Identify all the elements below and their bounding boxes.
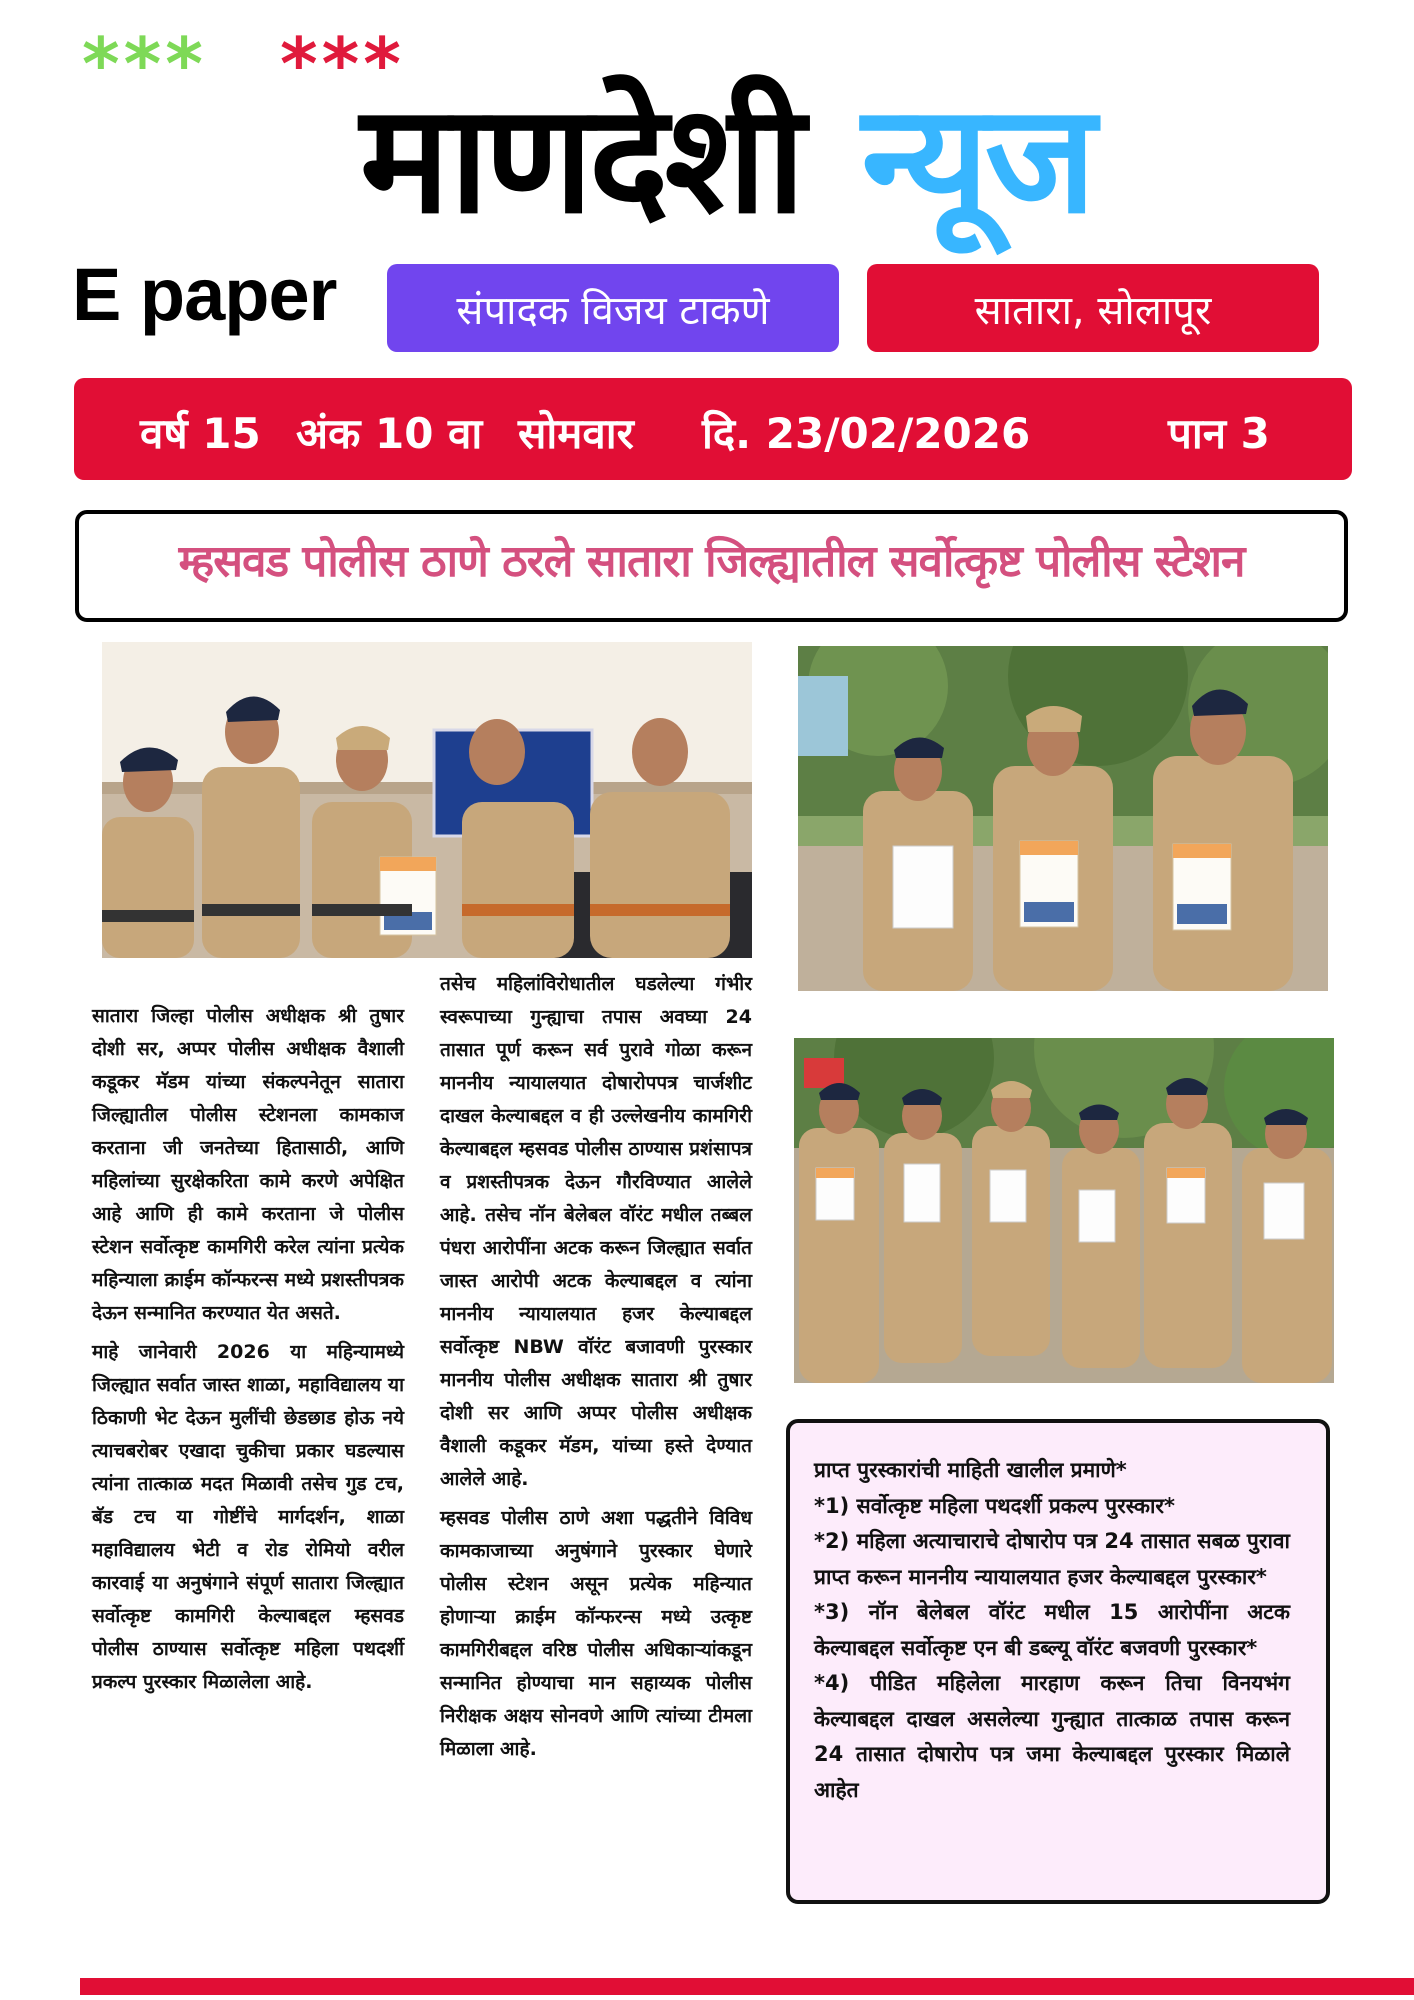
award-item: *3) नॉन बेलेबल वॉरंट मधील 15 आरोपींना अटक केल्याबद्दल सर्वोत्कृष्ट एन बी डब्ल्यू वॉरंट बजवणी पुरस्कार* [814, 1600, 1290, 1660]
awards-heading: प्राप्त पुरस्कारांची माहिती खालील प्रमाणे* [814, 1458, 1127, 1482]
epaper-label: E paper [72, 253, 337, 336]
bottom-divider [80, 1978, 1414, 1995]
awards-info-box [786, 1419, 1330, 1904]
editor-badge: संपादक विजय टाकणे [387, 264, 839, 352]
page-number: पान 3 [1168, 409, 1270, 458]
article-column-1 [92, 1000, 404, 1705]
masthead-title-blue: न्यूज [861, 73, 1093, 247]
decorative-stars-red: *** [280, 22, 405, 106]
headline-box [75, 510, 1348, 622]
award-item: *2) महिला अत्याचाराचे दोषारोप पत्र 24 तासात सबळ पुरावा प्राप्त करून माननीय न्यायालयात हजर केल्याबद्दल पुरस्कार* [814, 1529, 1290, 1589]
award-item: *4) पीडित महिलेला मारहाण करून तिचा विनयभंग केल्याबद्दल दाखल असलेल्या गुन्ह्यात तात्काळ तपास करून 24 तासात दोषारोप पत्र जमा केल्याबद्दल पुरस्कार मिळाले आहेत [814, 1671, 1290, 1802]
article-paragraph: म्हसवड पोलीस ठाणे अशा पद्धतीने विविध कामकाजाच्या अनुषंगाने पुरस्कार घेणारे पोलीस स्टेशन असून प्रत्येक महिन्यात होणाऱ्या क्राईम कॉन्फरन्स मध्ये उत्कृष्ट कामगिरीबद्दल वरिष्ठ पोलीस अधिकाऱ्यांकडून सन्मानित होण्याचा मान सहाय्यक पोलीस निरीक्षक अक्षय सोनवणे आणि त्यांच्या टीमला मिळाला आहे. [440, 1507, 753, 1760]
photo-six-officers-certificates [794, 1038, 1334, 1383]
masthead-title-black: माणदेशी [360, 73, 802, 247]
photo-illustration [794, 1038, 1334, 1383]
issue-year: वर्ष 15 [140, 409, 261, 458]
award-item: *1) सर्वोत्कृष्ट महिला पथदर्शी प्रकल्प पुरस्कार* [814, 1493, 1175, 1518]
photo-illustration [798, 646, 1328, 991]
article-paragraph: सातारा जिल्हा पोलीस अधीक्षक श्री तुषार दोशी सर, अप्पर पोलीस अधीक्षक वैशाली कडूकर मॅडम यांच्या संकल्पनेतून सातारा जिल्ह्यातील पोलीस स्टेशनला कामकाज करताना जी जनतेच्या हितासाठी, आणि महिलांच्या सुरक्षेकरिता कामे करणे अपेक्षित आहे आणि ही कामे करताना जे पोलीस स्टेशन सर्वोत्कृष्ट कामगिरी करेल त्यांना प्रत्येक महिन्याला क्राईम कॉन्फरन्स मध्ये प्रशस्तीपत्रक देऊन सन्मानित करण्यात येत असते. [92, 1005, 404, 1324]
location-badge: सातारा, सोलापूर [867, 264, 1319, 352]
article-paragraph: तसेच महिलांविरोधातील घडलेल्या गंभीर स्वरूपाच्या गुन्ह्याचा तपास अवघ्या 24 तासात पूर्ण करून सर्व पुरावे गोळा करून माननीय न्यायालयात दोषारोपपत्र चार्जशीट दाखल केल्याबद्दल व ही उल्लेखनीय कामगिरी केल्याबद्दल म्हसवड पोलीस ठाण्यास प्रशंसापत्र व प्रशस्तीपत्रक देऊन गौरविण्यात आलेले आहे. तसेच नॉन बेलेबल वॉरंट मधील तब्बल पंधरा आरोपींना अटक करून जिल्ह्यात सर्वात जास्त आरोपी अटक केल्याबद्दल व त्यांना माननीय न्यायालयात हजर केल्याबद्दल सर्वोत्कृष्ट NBW वॉरंट बजावणी पुरस्कार माननीय पोलीस अधीक्षक सातारा श्री तुषार दोशी सर आणि अप्पर पोलीस अधीक्षक वैशाली कडूकर मॅडम, यांच्या हस्ते देण्यात आलेले आहे. [440, 973, 752, 1490]
issue-weekday: सोमवार [518, 409, 634, 458]
decorative-stars-green: *** [82, 22, 207, 106]
masthead-logo [360, 70, 1260, 250]
issue-date: दि. 23/02/2026 [702, 409, 1031, 458]
article-paragraph: माहे जानेवारी 2026 या महिन्यामध्ये जिल्ह्यात सर्वात जास्त शाळा, महाविद्यालय या ठिकाणी भेट देऊन मुलींची छेडछाड होऊ नये त्याचबरोबर एखादा चुकीचा प्रकार घडल्यास त्यांना तात्काळ मदत मिळावी तसेच गुड टच, बॅड टच या गोष्टींचे मार्गदर्शन, शाळा महाविद्यालय भेटी व रोड रोमियो वरील कारवाई या अनुषंगाने संपूर्ण सातारा जिल्ह्यात सर्वोत्कृष्ट कामगिरी केल्याबद्दल म्हसवड पोलीस ठाण्यास सर्वोत्कृष्ट महिला पथदर्शी प्रकल्प पुरस्कार मिळालेला आहे. [92, 1341, 404, 1693]
article-headline: म्हसवड पोलीस ठाणे ठरले सातारा जिल्ह्यातील सर्वोत्कृष्ट पोलीस स्टेशन [178, 536, 1245, 587]
article-column-2 [440, 968, 752, 1772]
issue-info-bar [74, 378, 1352, 480]
photo-illustration [102, 642, 752, 958]
issue-number: अंक 10 वा [296, 409, 483, 458]
photo-three-officers-certificates [798, 646, 1328, 991]
photo-certificate-presentation [102, 642, 752, 958]
